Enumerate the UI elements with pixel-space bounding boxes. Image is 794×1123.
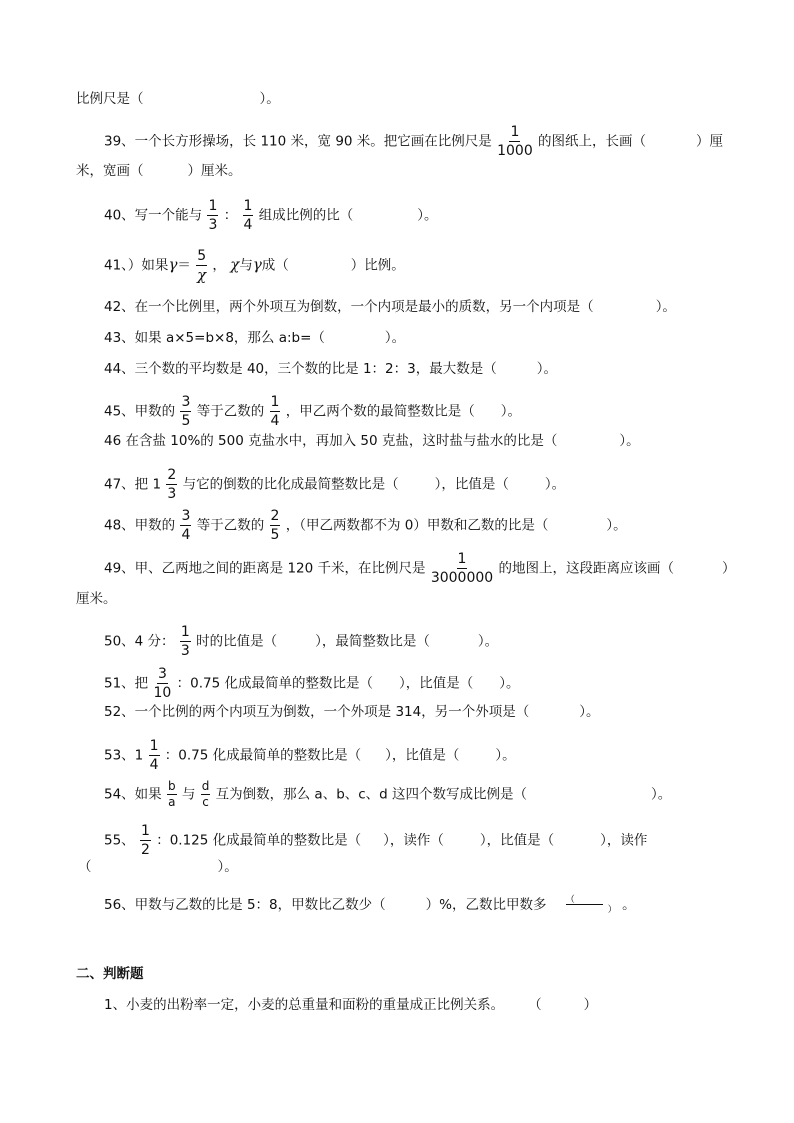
question-47: 47、把 1 $\frac{2}{3}$ 与它的倒数的比化成最简整数比是（ ），比值是（ ）。 [104,467,566,502]
question-41: 41、）如果γ＝ $\frac{5}{\chi}$ ， χ与γ成（ ）比例。 [104,248,405,284]
question-38-tail: 比例尺是（ ）。 [76,91,280,107]
fraction-2-5: $\frac{2}{5}$ [270,508,280,543]
question-43: 43、如果 a×5=b×8，那么 a:b=（ ）。 [104,330,406,346]
question-40: 40、写一个能与 $\frac{1}{3}$ ： $\frac{1}{4}$ 组成比例的比（ ）。 [104,198,438,233]
fraction-5-chi: $\frac{5}{\chi}$ [197,248,207,284]
fraction-2-3: $\frac{2}{3}$ [167,467,177,502]
fraction-b-a: $\frac{b}{a}$ [167,779,176,809]
fraction-1-4: $\frac{1}{4}$ [149,738,159,773]
fraction-3-4: $\frac{3}{4}$ [181,508,191,543]
question-56: 56、甲数与乙数的比是 5：8，甲数比乙数少（ ）%，乙数比甲数多 $\frac{(}{)}$ 。 [104,895,636,915]
question-49-cont: 厘米。 [76,591,117,607]
question-55-cont: （ ）。 [78,859,238,875]
judgement-1: 1、小麦的出粉率一定，小麦的总重量和面粉的重量成正比例关系。 （ ） [104,997,598,1013]
question-49: 49、甲、乙两地之间的距离是 120 千米，在比例尺是 $\frac{1}{3000000}$ 的地图上，这段距离应该画（ ） [104,551,736,586]
fraction-1-3000000: $\frac{1}{3000000}$ [430,551,494,586]
question-45: 45、甲数的 $\frac{3}{5}$ 等于乙数的 $\frac{1}{4}$ ，甲乙两个数的最简整数比是（ ）。 [104,394,521,429]
fraction-1-1000: $\frac{1}{1000}$ [497,124,533,159]
fraction-d-c: $\frac{d}{c}$ [201,779,210,809]
section-title-judgement: 二、判断题 [76,966,144,982]
question-52: 52、一个比例的两个内项互为倒数，一个外项是 314，另一个外项是（ ）。 [104,704,600,720]
question-53: 53、1 $\frac{1}{4}$ ：0.75 化成最简单的整数比是（ ），比值是（ ）。 [104,738,516,773]
question-44: 44、三个数的平均数是 40，三个数的比是 1：2：3，最大数是（ ）。 [104,361,557,377]
question-39-cont: 米，宽画（ ）厘米。 [76,163,242,179]
fraction-1-3: $\frac{1}{3}$ [208,198,218,233]
question-46: 46 在含盐 10%的 500 克盐水中，再加入 50 克盐，这时盐与盐水的比是（ ）。 [104,433,640,449]
fraction-3-5: $\frac{3}{5}$ [181,394,191,429]
fraction-1-2: $\frac{1}{2}$ [140,823,150,858]
fraction-1-4: $\frac{1}{4}$ [243,198,253,233]
question-50: 50、4 分： $\frac{1}{3}$ 时的比值是（ ），最简整数比是（ ）。 [104,624,499,659]
answer-blank-underlined: $\frac{(}{)}$ [565,895,617,915]
question-55: 55、 $\frac{1}{2}$ ：0.125 化成最简单的整数比是（ ），读作（ ），比值是（ ），读作 [104,823,648,858]
question-48: 48、甲数的 $\frac{3}{4}$ 等于乙数的 $\frac{2}{5}$ ，（甲乙两数都不为 0）甲数和乙数的比是（ ）。 [104,508,627,543]
fraction-3-10: $\frac{3}{10}$ [153,666,172,701]
question-51: 51、把 $\frac{3}{10}$ ：0.75 化成最简单的整数比是（ ），比值是（ ）。 [104,666,520,701]
question-42: 42、在一个比例里，两个外项互为倒数，一个内项是最小的质数，另一个内项是（ ）。 [104,299,676,315]
fraction-1-4: $\frac{1}{4}$ [270,394,280,429]
question-54: 54、如果 $\frac{b}{a}$ 与 $\frac{d}{c}$ 互为倒数，那么 a、b、c、d 这四个数写成比例是（ ）。 [104,779,672,809]
question-39: 39、一个长方形操场，长 110 米，宽 90 米。把它画在比例尺是 $\frac{1}{1000}$ 的图纸上，长画（ ）厘 [104,124,724,159]
fraction-1-3: $\frac{1}{3}$ [180,624,190,659]
